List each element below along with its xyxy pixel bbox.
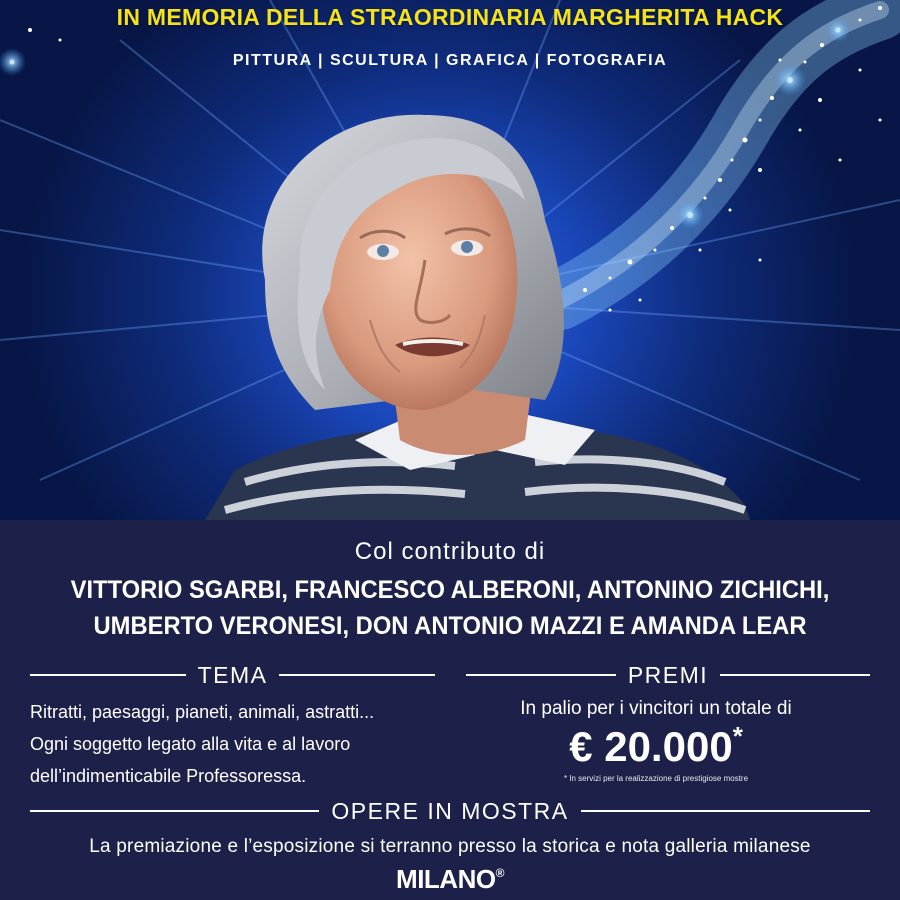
- opere-description: La premiazione e l’esposizione si terranno presso la storica e nota galleria milanese: [89, 836, 811, 857]
- divider-line: [30, 810, 319, 812]
- divider-line: [720, 674, 870, 676]
- disciplines-line: PITTURA | SCULTURA | GRAFICA | FOTOGRAFIA: [232, 52, 668, 69]
- page-title: IN MEMORIA DELLA STRAORDINARIA MARGHERITA HACK: [116, 4, 784, 30]
- opere-heading: [30, 798, 870, 824]
- tema-title: TEMA: [197, 661, 268, 688]
- prize-asterisk: *: [732, 721, 743, 751]
- tema-description: [30, 696, 440, 792]
- divider-line: [466, 674, 616, 676]
- portrait-illustration: [205, 110, 755, 520]
- contributors-names: [23, 572, 878, 644]
- premi-title: PREMI: [627, 661, 709, 688]
- registered-mark: ®: [495, 866, 504, 880]
- contributors-line-2: UMBERTO VERONESI, DON ANTONIO MAZZI E AMANDA LEAR: [93, 612, 807, 640]
- contributors-line-1: VITTORIO SGARBI, FRANCESCO ALBERONI, ANTONINO ZICHICHI,: [70, 576, 830, 604]
- premi-intro: In palio per i vincitori un totale di: [520, 698, 792, 719]
- divider-line: [279, 674, 435, 676]
- venue-logo: [0, 864, 900, 895]
- prize-amount: [466, 723, 846, 771]
- info-panel: [0, 520, 900, 900]
- premi-heading: [466, 662, 870, 688]
- prize-footnote: * In servizi per la realizzazione di prestigiose mostre: [563, 774, 749, 783]
- opere-title: OPERE IN MOSTRA: [331, 797, 569, 824]
- prize-value: € 20.000: [569, 723, 733, 770]
- divider-line: [581, 810, 870, 812]
- tema-line: dell’indimenticabile Professoressa.: [30, 766, 307, 786]
- contributors-intro: Col contributo di: [354, 538, 546, 565]
- venue-name: MILANO: [396, 864, 496, 894]
- tema-heading: [30, 662, 435, 688]
- divider-line: [30, 674, 186, 676]
- tema-line: Ogni soggetto legato alla vita e al lavoro: [30, 734, 351, 754]
- tema-line: Ritratti, paesaggi, pianeti, animali, astratti...: [30, 702, 375, 722]
